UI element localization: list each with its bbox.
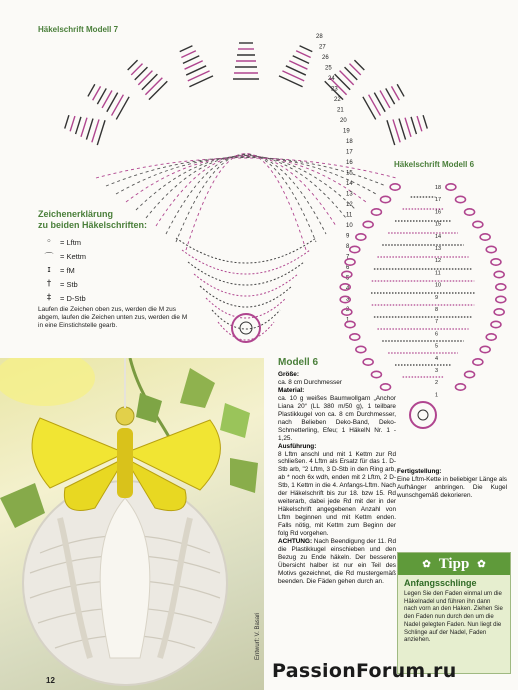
achtung-label: ACHTUNG: bbox=[278, 538, 313, 546]
petal-stitch bbox=[345, 259, 355, 265]
treble-crochet-icon: ‡ bbox=[46, 293, 52, 303]
stitch-row bbox=[145, 78, 162, 95]
bowl-arc bbox=[182, 250, 310, 274]
stitch-row bbox=[189, 76, 213, 87]
stitch-row bbox=[399, 119, 406, 140]
double-crochet-icon: † bbox=[46, 279, 52, 289]
row-number: 14 bbox=[435, 233, 442, 240]
groesse-label: Größe: bbox=[278, 371, 299, 378]
stitch-row bbox=[423, 115, 427, 128]
slip-stitch-icon: ⌒ bbox=[44, 252, 54, 263]
fertigstellung bbox=[397, 468, 507, 500]
petal-stitch bbox=[363, 221, 373, 227]
stitch-row bbox=[70, 116, 75, 131]
diagram6-title: Häkelschrift Modell 6 bbox=[394, 160, 475, 169]
legend-item bbox=[42, 291, 188, 305]
stitch-row bbox=[76, 117, 81, 134]
legend-note: Laufen die Zeichen oben zus, werden die M zus abgem, laufen die Zeichen unten zus, werden die M in eine Einstichstelle gearb. bbox=[38, 306, 188, 330]
stitch-row bbox=[65, 115, 69, 128]
petal-stitch bbox=[496, 296, 506, 302]
row-number: 2 bbox=[435, 380, 439, 387]
mesh-arc bbox=[186, 154, 306, 251]
row-number: 10 bbox=[346, 223, 353, 229]
instructions-column bbox=[278, 357, 396, 586]
petal-stitch bbox=[465, 209, 475, 215]
stitch-row bbox=[411, 117, 416, 134]
petal-stitch bbox=[455, 196, 465, 202]
row-number: 14 bbox=[346, 181, 353, 187]
row-number: 6 bbox=[435, 331, 439, 338]
stitch-row bbox=[93, 86, 101, 100]
row-number: 1 bbox=[435, 392, 439, 399]
legend-label: = Stb bbox=[60, 279, 78, 289]
row-number: 11 bbox=[435, 270, 441, 277]
stitch-row bbox=[116, 97, 129, 120]
row-number: 8 bbox=[346, 244, 350, 250]
stitch-row bbox=[363, 97, 376, 120]
petal-stitch bbox=[486, 334, 496, 340]
achtung-text: Nach Beendigung der 11. Rd die Plastikkugel einschieben und den Bezug zu Ende häkeln. Der besseren Übersicht halber ist nur ein Teil des Motivs gezeichnet, die Rd mustergemäß beenden. Die Fäden gehen durch an. bbox=[278, 538, 396, 585]
fertigstellung-text: Eine Lftm-Kette in beliebiger Länge als Aufhänger anbringen. Die Kugel wunschgemäß dekorieren. bbox=[397, 475, 507, 499]
legend-item bbox=[42, 235, 188, 249]
legend bbox=[38, 209, 188, 305]
tipp-subtitle: Anfangsschlinge bbox=[404, 578, 477, 588]
stitch-row bbox=[369, 95, 381, 116]
petal-stitch bbox=[494, 271, 504, 277]
petal-stitch bbox=[491, 259, 501, 265]
row-number: 13 bbox=[435, 246, 442, 252]
stitch-row bbox=[279, 76, 303, 87]
ornament-illustration bbox=[0, 358, 264, 690]
petal-stitch bbox=[340, 296, 350, 302]
stitch-row bbox=[88, 84, 95, 96]
row-number: 2 bbox=[346, 307, 350, 313]
petal-stitch bbox=[356, 346, 366, 352]
petal-stitch bbox=[342, 309, 352, 315]
row-number: 17 bbox=[435, 197, 442, 204]
petal-stitch bbox=[342, 271, 352, 277]
petal-stitch bbox=[356, 234, 366, 240]
stitch-row bbox=[112, 95, 124, 116]
stitch-row bbox=[128, 60, 138, 70]
row-number: 4 bbox=[346, 286, 350, 292]
mesh-arc bbox=[136, 156, 356, 210]
legend-heading-line1: Zeichenerklärung bbox=[38, 209, 114, 219]
modell6-heading: Modell 6 bbox=[278, 357, 319, 368]
row-number: 11 bbox=[346, 212, 353, 219]
material-text: ca. 10 g weißes Baumwollgarn „Anchor Liana 20“ (LL 380 m/50 g), 1 teilbare Plastikkugel von ca. 8 cm Durchmesser, nach Belieben Deko-Band, Deko-Schmetterling, Efeu; 1 HäkelN Nr. 1 - 1,25. bbox=[278, 394, 396, 442]
fertigstellung-label: Fertigstellung: bbox=[397, 468, 442, 475]
flower-icon: ✿ bbox=[422, 558, 431, 570]
center-ring bbox=[418, 410, 428, 420]
center-ring bbox=[410, 402, 436, 428]
stitch-row bbox=[97, 120, 105, 145]
petal-stitch bbox=[494, 309, 504, 315]
stitch-row bbox=[86, 119, 93, 140]
petal-stitch bbox=[486, 246, 496, 252]
flower-icon: ✿ bbox=[477, 558, 486, 570]
legend-item bbox=[42, 277, 188, 291]
row-number: 16 bbox=[346, 160, 353, 166]
stitch-row bbox=[393, 119, 400, 142]
stitch-row bbox=[340, 71, 354, 85]
page-number: 12 bbox=[46, 676, 55, 685]
row-number: 4 bbox=[435, 355, 439, 362]
stitch-row bbox=[81, 118, 87, 137]
row-number: 7 bbox=[435, 319, 439, 326]
petal-stitch bbox=[350, 246, 360, 252]
stitch-row bbox=[138, 71, 152, 85]
stitch-row bbox=[391, 86, 399, 100]
stitch-row bbox=[92, 119, 99, 142]
watermark: PassionForum.ru bbox=[272, 660, 457, 682]
row-number: 19 bbox=[343, 128, 350, 135]
stitch-row bbox=[181, 51, 196, 58]
row-number: 5 bbox=[346, 275, 350, 282]
row-number: 9 bbox=[346, 233, 350, 240]
bowl-arc bbox=[200, 286, 292, 307]
petal-stitch bbox=[491, 321, 501, 327]
stitch-row bbox=[293, 56, 309, 64]
single-crochet-icon: ɪ bbox=[47, 265, 51, 275]
ausfuehrung-label: Ausführung: bbox=[278, 442, 317, 450]
diagram7-title: Häkelschrift Modell 7 bbox=[38, 25, 119, 34]
petal-stitch bbox=[340, 284, 350, 290]
row-number: 5 bbox=[435, 343, 439, 350]
row-number: 7 bbox=[346, 254, 350, 261]
stitch-row bbox=[149, 81, 167, 99]
legend-label: = Lftm bbox=[60, 237, 82, 247]
row-number: 20 bbox=[340, 118, 347, 124]
tipp-header bbox=[398, 553, 510, 575]
row-number: 3 bbox=[346, 296, 350, 303]
petal-stitch bbox=[480, 346, 490, 352]
row-number: 16 bbox=[435, 209, 442, 216]
row-number: 1 bbox=[346, 317, 350, 324]
row-number: 8 bbox=[435, 307, 439, 313]
petal-stitch bbox=[390, 184, 400, 190]
ornament-photo bbox=[0, 358, 264, 690]
petal-stitch bbox=[345, 321, 355, 327]
bowl-arc bbox=[176, 238, 316, 263]
stitch-row bbox=[354, 60, 364, 70]
row-number: 10 bbox=[435, 282, 442, 289]
row-number: 21 bbox=[337, 107, 344, 114]
stitch-row bbox=[417, 116, 422, 131]
row-number: 18 bbox=[435, 185, 442, 191]
petal-stitch bbox=[455, 384, 465, 390]
petal-stitch bbox=[350, 334, 360, 340]
stitch-row bbox=[300, 46, 313, 52]
stitch-row bbox=[296, 51, 311, 58]
bowl-arc bbox=[194, 274, 298, 296]
petal-stitch bbox=[473, 221, 483, 227]
designer-credit: Entwurf: V. Basari bbox=[255, 612, 261, 660]
row-number: 12 bbox=[435, 258, 442, 265]
row-number: 23 bbox=[331, 86, 338, 93]
center-ring bbox=[240, 322, 252, 334]
legend-item bbox=[42, 263, 188, 277]
stitch-row bbox=[180, 46, 193, 52]
petal-stitch bbox=[473, 359, 483, 365]
row-number: 3 bbox=[435, 368, 439, 374]
groesse-text: ca. 8 cm Durchmesser bbox=[278, 378, 342, 386]
petal-stitch bbox=[371, 209, 381, 215]
row-number: 26 bbox=[322, 55, 329, 61]
row-number: 27 bbox=[319, 44, 326, 51]
row-number: 15 bbox=[346, 170, 353, 177]
petal-stitch bbox=[446, 184, 456, 190]
row-number: 17 bbox=[346, 149, 353, 156]
row-number: 24 bbox=[328, 76, 335, 82]
row-number: 28 bbox=[316, 34, 323, 40]
bowl-arc bbox=[212, 310, 280, 329]
petal-stitch bbox=[496, 284, 506, 290]
row-number: 6 bbox=[346, 265, 350, 271]
petal-stitch bbox=[465, 371, 475, 377]
stitch-row bbox=[142, 74, 158, 90]
bowl-arc bbox=[218, 322, 274, 340]
row-number: 15 bbox=[435, 221, 442, 228]
row-number: 22 bbox=[334, 97, 341, 103]
legend-label: = fM bbox=[60, 265, 75, 275]
legend-label: = Kettm bbox=[60, 251, 87, 261]
tipp-box bbox=[397, 552, 511, 674]
mesh-arc bbox=[116, 157, 376, 194]
row-number: 25 bbox=[325, 65, 332, 72]
stitch-row bbox=[387, 120, 395, 145]
stitch-row bbox=[183, 56, 199, 64]
legend-label: = D-Stb bbox=[60, 293, 86, 303]
legend-heading-line2: zu beiden Häkelschriften: bbox=[38, 220, 148, 230]
stitch-row bbox=[405, 118, 411, 137]
row-number: 12 bbox=[346, 202, 353, 208]
petal-stitch bbox=[480, 234, 490, 240]
material-label: Material: bbox=[278, 386, 305, 394]
ausfuehrung-text: 8 Lftm anschl und mit 1 Kettm zur Rd schließen. 4 Lftm als Ersatz für das 1. D-Stb arb, "2 Lftm, 3 D-Stb in den Ring arb, ab * noch 6x wdh, enden mit 2 Lftm, 2 D-Stb, 1 Kettm in die 4. Anfangs-Lftm. Nach der Häkelschrift bis zur 18. bzw 15. Rd weiterarb, dabei jede Rd mit der in der Häkelschrift angegebenen Anzahl von Lftm beginnen und mit Kettm enden. Falls nötig, mit Kettm zum Beginn der folg Rd vorgehen. bbox=[278, 450, 396, 538]
tipp-text: Legen Sie den Faden einmal um die Häkelnadel und führen ihn dann nach vorn an den Haken. Ziehen Sie den Faden nun durch den um die Nadel gelegten Faden. Nun liegt die Schlinge auf der Nadel, Faden anziehen. bbox=[404, 590, 503, 644]
row-number: 9 bbox=[435, 294, 439, 301]
tipp-title: Tipp bbox=[438, 555, 470, 572]
legend-item bbox=[42, 249, 188, 263]
petal-stitch bbox=[381, 196, 391, 202]
stitch-row bbox=[397, 84, 404, 96]
row-number: 18 bbox=[346, 139, 353, 145]
chain-stitch-icon: ◦ bbox=[46, 237, 52, 247]
mesh-arc bbox=[126, 157, 366, 203]
row-number: 13 bbox=[346, 191, 353, 198]
